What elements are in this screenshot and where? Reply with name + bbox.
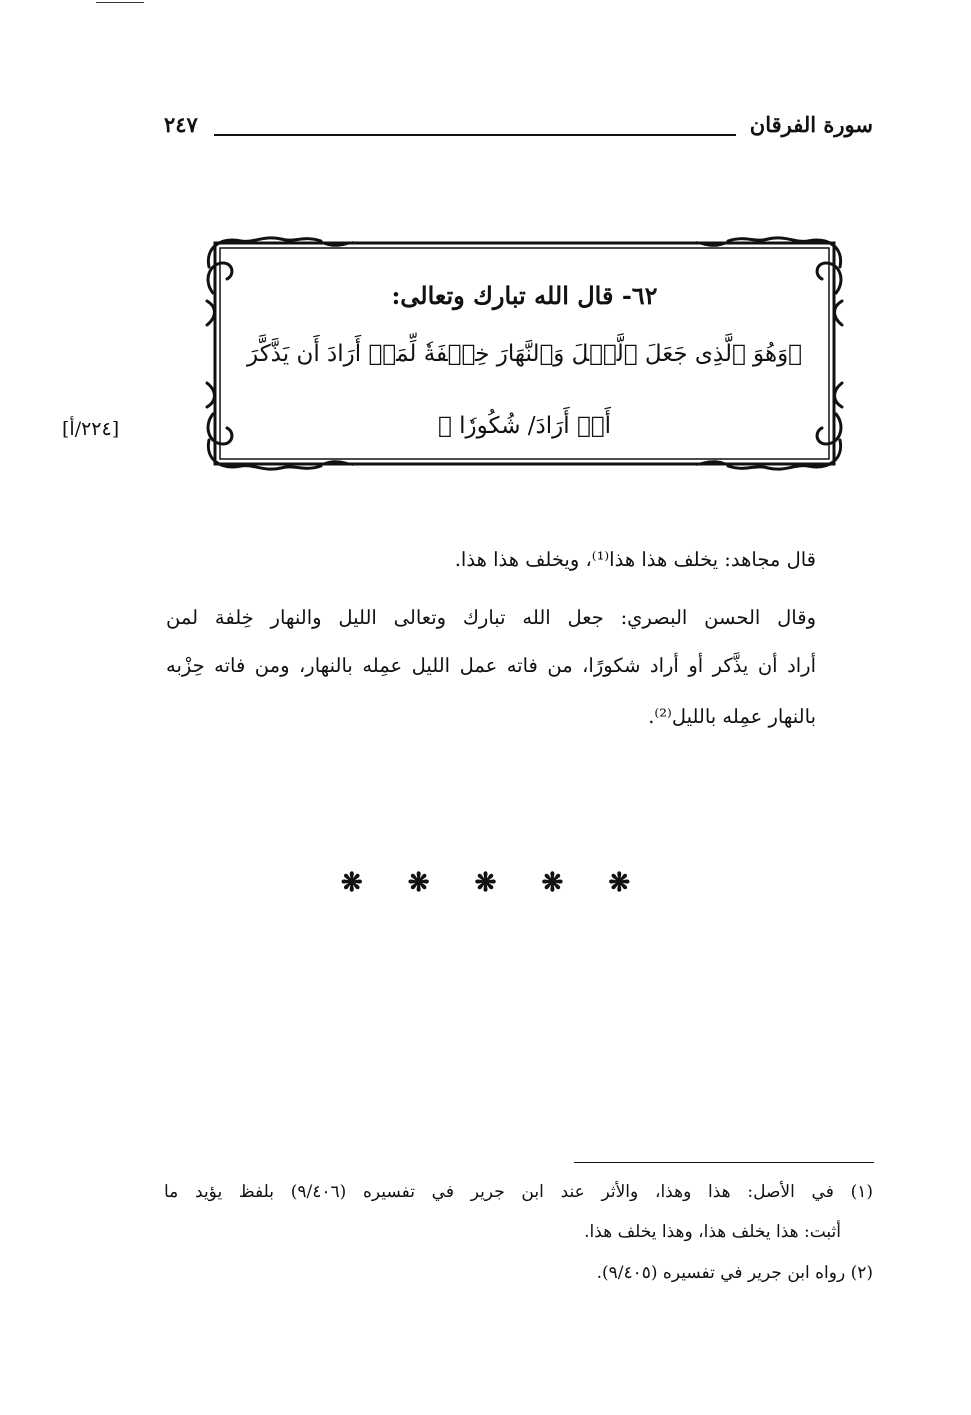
page-number: ٢٤٧ [164, 112, 198, 137]
surah-title: سورة الفرقان [749, 112, 873, 137]
verse-heading: ٦٢- قال الله تبارك وتعالى: [391, 281, 658, 310]
footnote-1-line-2: أثبت: هذا يخلف هذا، وهذا يخلف هذا. [584, 1222, 841, 1242]
footnote-rule [574, 1162, 874, 1163]
footnote-2: (٢) رواه ابن جرير في تفسيره (٩/٤٠٥). [596, 1263, 873, 1283]
separator-star: ❋ [541, 868, 564, 898]
separator-star: ❋ [608, 868, 631, 898]
paragraph-hasan-line-2: أراد أن يذَّكر أو أراد شكورًا، من فاته عمل الليل عمِله بالنهار، ومن فاته حِزْبه [166, 654, 816, 677]
verse-frame [203, 233, 846, 474]
quran-verse-line-2: أَوۡ أَرَادَ/ شُكُورٗا ﴾ [438, 413, 611, 439]
manuscript-folio-reference: [٢٢٤/أ] [62, 418, 120, 440]
paragraph-mujahid: قال مجاهد: يخلف هذا هذا⁽¹⁾، ويخلف هذا هذا. [454, 548, 816, 571]
top-edge-rule [96, 2, 144, 3]
paragraph-hasan-line-3: بالنهار عمِله بالليل⁽²⁾. [648, 705, 816, 728]
section-separator [0, 868, 971, 898]
separator-star: ❋ [340, 868, 363, 898]
footnote-1-line-1: (١) في الأصل: هذا وهذا، والأثر عند ابن جرير في تفسيره (٩/٤٠٦) بلفظ يؤيد ما [164, 1182, 873, 1202]
quran-verse-line-1: ﴿وَهُوَ ٱلَّذِى جَعَلَ ٱلَّيۡلَ وَٱلنَّهَارَ خِلۡفَةٗ لِّمَنۡ أَرَادَ أَن يَذَّكَّرَ [247, 341, 802, 367]
header-rule [214, 134, 736, 136]
paragraph-hasan-line-1: وقال الحسن البصري: جعل الله تبارك وتعالى الليل والنهار خِلفة لمن [166, 606, 816, 629]
separator-star: ❋ [474, 868, 497, 898]
separator-star: ❋ [407, 868, 430, 898]
